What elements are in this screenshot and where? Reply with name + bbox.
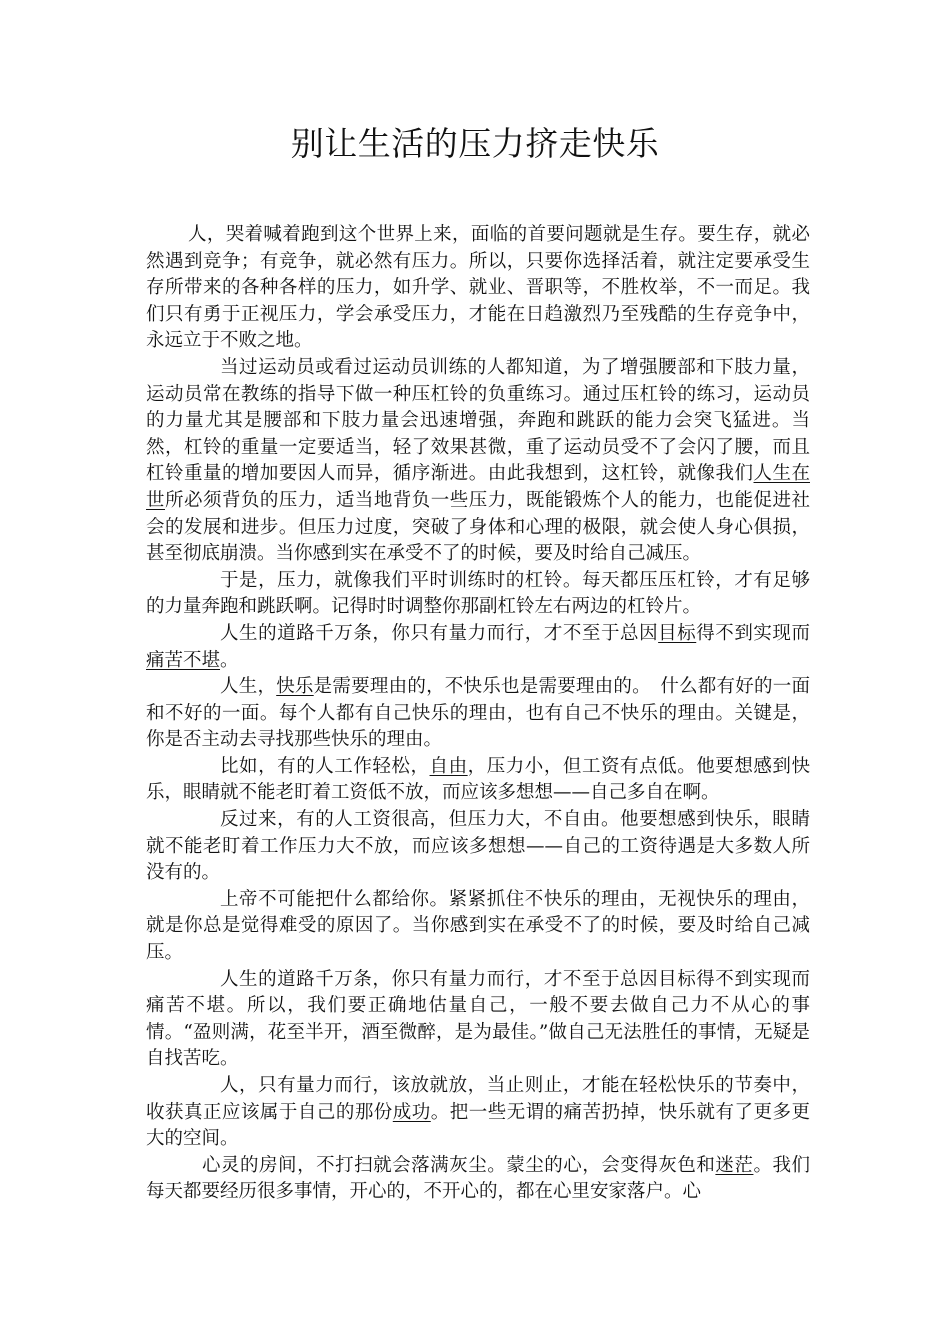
- paragraph: [146, 355, 810, 568]
- paragraph-text: 是需要理由的，不快乐也是需要理由的。 什么都有好的一面和不好的一面。每个人都有自己快乐的理由，也有自己不快乐的理由。关键是，你是否主动去寻找那些快乐的理由。: [146, 676, 810, 751]
- paragraph-text: 人生，: [220, 676, 277, 698]
- paragraph: [146, 1153, 810, 1206]
- inline-link[interactable]: 成功: [392, 1101, 431, 1123]
- inline-link[interactable]: 痛苦不堪: [146, 649, 221, 671]
- paragraph-text: 所必须背负的压力，适当地背负一些压力，既能锻炼个人的能力，也能促进社会的发展和进步。但压力过度，突破了身体和心理的极限，就会使人身心俱损，甚至彻底崩溃。当你感到实在承受不了的时候，要及时给自己减压。: [146, 489, 810, 565]
- paragraph-text: 当过运动员或看过运动员训练的人都知道，为了增强腰部和下肢力量，运动员常在教练的指导下做一种压杠铃的负重练习。通过压杠铃的练习，运动员的力量尤其是腰部和下肢力量会迅速增强，奔跑和跳跃的能力会突飞猛进。当然，杠铃的重量一定要适当，轻了效果甚微，重了运动员受不了会闪了腰，而且杠铃重量的增加要因人而异，循序渐进。由此我想到，这杠铃，就像我们: [146, 356, 810, 485]
- paragraph: [146, 1073, 810, 1153]
- paragraph-text: 。: [220, 649, 239, 671]
- paragraph: [146, 967, 810, 1073]
- paragraph-text: 人，只有量力而行，该放就放，当止则止，才能在轻松快乐的节奏中，收获真正应该属于自己的那份: [146, 1075, 810, 1123]
- paragraph-text: 。我们每天都要经历很多事情，开心的，不开心的，都在心里安家落户。心: [146, 1154, 810, 1203]
- document-body: [146, 222, 810, 1206]
- paragraph-text: 上帝不可能把什么都给你。紧紧抓住不快乐的理由，无视快乐的理由，就是你总是觉得难受的原因了。当你感到实在承受不了的时候，要及时给自己减压。: [146, 888, 810, 964]
- paragraph: [146, 754, 810, 807]
- inline-link[interactable]: 人生在世: [146, 463, 810, 511]
- inline-link[interactable]: 目标: [658, 622, 697, 644]
- paragraph-text: 人生的道路千万条，你只有量力而行，才不至于总因目标得不到实现而痛苦不堪。所以，我们要正确地估量自己，一般不要去做自己力不从心的事情。“盈则满，花至半开，酒至微醉，是为最佳。”做自己无法胜任的事情，无疑是自找苦吃。: [146, 968, 810, 1070]
- paragraph-text: 反过来，有的人工资很高，但压力大，不自由。他要想感到快乐，眼睛就不能老盯着工作压力大不放，而应该多想想——自己的工资待遇是大多数人所没有的。: [146, 809, 810, 884]
- paragraph: [146, 887, 810, 967]
- paragraph: [146, 621, 810, 674]
- paragraph: [146, 568, 810, 621]
- paragraph-text: 比如，有的人工作轻松，: [220, 755, 430, 777]
- inline-link[interactable]: 迷茫: [715, 1154, 754, 1176]
- paragraph-text: 于是，压力，就像我们平时训练时的杠铃。每天都压压杠铃，才有足够的力量奔跑和跳跃啊。记得时时调整你那副杠铃左右两边的杠铃片。: [146, 569, 810, 618]
- paragraph-text: 人生的道路千万条，你只有量力而行，才不至于总因: [220, 622, 659, 644]
- paragraph: [146, 807, 810, 887]
- paragraph-text: 。把一些无谓的痛苦扔掉，快乐就有了更多更大的空间。: [146, 1101, 810, 1150]
- paragraph-text: 心灵的房间，不打扫就会落满灰尘。蒙尘的心，会变得灰色和: [202, 1154, 716, 1176]
- inline-link[interactable]: 自由: [429, 755, 468, 777]
- document-title: 别让生活的压力挤走快乐: [290, 124, 660, 163]
- paragraph-text: 得不到实现而: [696, 622, 810, 644]
- inline-link[interactable]: 快乐: [276, 676, 314, 698]
- paragraph-text: 人，哭着喊着跑到这个世界上来，面临的首要问题就是生存。要生存，就必然遇到竞争；有竞争，就必然有压力。所以，只要你选择活着，就注定要承受生存所带来的各种各样的压力，如升学、就业、晋职等，不胜枚举，不一而足。我们只有勇于正视压力，学会承受压力，才能在日趋激烈乃至残酷的生存竞争中，永远立于不败之地。: [146, 224, 810, 352]
- paragraph: [146, 674, 810, 754]
- paragraph-text: ，压力小，但工资有点低。他要想感到快乐，眼睛就不能老盯着工资低不放，而应该多想想——自己多自在啊。: [146, 755, 810, 804]
- paragraph: [146, 222, 810, 355]
